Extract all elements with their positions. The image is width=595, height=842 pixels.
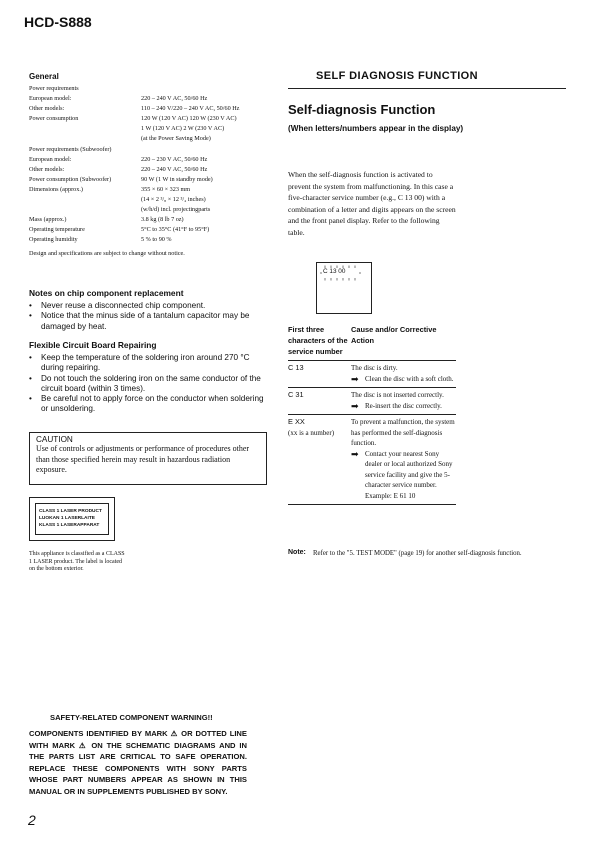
model-title: HCD-S888 bbox=[24, 14, 92, 30]
spec-key: Mass (approx.) bbox=[29, 216, 67, 224]
spec-value: 1 W (120 V AC) 2 W (230 V AC) bbox=[141, 125, 225, 133]
spec-value: 5°C to 35°C (41°F to 95°F) bbox=[141, 226, 210, 234]
spec-key: Power requirements (Subwoofer) bbox=[29, 145, 112, 153]
chip-notes-section bbox=[29, 288, 269, 332]
spec-key bbox=[29, 205, 141, 215]
spec-value: (14 × 2 ³/₈ × 12 ³/₄ inches) bbox=[141, 196, 206, 204]
arrow-right-icon: ➡ bbox=[351, 400, 359, 411]
spec-key: Power consumption (Subwoofer) bbox=[29, 175, 112, 183]
spec-row bbox=[29, 185, 269, 195]
spec-row bbox=[29, 94, 269, 104]
spec-key: Power consumption bbox=[29, 115, 79, 123]
table-row bbox=[288, 388, 456, 415]
row-cause-text: The disc is not inserted correctly. bbox=[351, 391, 444, 399]
row-fix-text: Contact your nearest Sony dealer or local authorized Sony service facility and give the 5-character service number. Example: E 61 10 bbox=[365, 449, 453, 500]
display-code: C 13 00 bbox=[323, 268, 346, 275]
spec-value: 220 – 240 V AC, 50/60 Hz bbox=[141, 95, 208, 103]
arrow-right-icon: ➡ bbox=[351, 448, 359, 459]
spec-row bbox=[29, 235, 269, 245]
spec-value: (at the Power Saving Mode) bbox=[141, 135, 211, 143]
row-code bbox=[288, 363, 351, 384]
spec-key: Other models: bbox=[29, 165, 65, 173]
row-code-text: E XX bbox=[288, 417, 305, 426]
spec-key bbox=[29, 134, 141, 144]
spec-row bbox=[29, 175, 269, 185]
section-banner: SELF DIAGNOSIS FUNCTION bbox=[316, 70, 478, 82]
spec-key: Operating humidity bbox=[29, 236, 78, 244]
caution-title: CAUTION bbox=[36, 435, 73, 444]
self-diag-title: Self-diagnosis Function bbox=[288, 102, 436, 117]
spec-key bbox=[29, 124, 141, 134]
flex-board-section bbox=[29, 340, 269, 415]
spec-row bbox=[29, 124, 269, 134]
spec-value: 5 % to 90 % bbox=[141, 236, 172, 244]
self-diag-subtitle: (When letters/numbers appear in the display) bbox=[288, 124, 464, 133]
arrow-right-icon: ➡ bbox=[351, 373, 359, 384]
row-code-text: C 31 bbox=[288, 390, 304, 399]
spec-row bbox=[29, 114, 269, 124]
spec-row bbox=[29, 84, 269, 94]
specs-table bbox=[29, 84, 269, 246]
chip-note-item: • Notice that the minus side of a tantalum capacitor may be damaged by heat. bbox=[29, 311, 269, 332]
laser-label-plate bbox=[35, 503, 109, 535]
caution-text: Use of controls or adjustments or performance of procedures other than those specified herein may result in hazardous radiation exposure. bbox=[36, 444, 250, 474]
row-cause bbox=[351, 363, 456, 384]
spec-key: European model: bbox=[29, 155, 72, 163]
row-cause bbox=[351, 390, 456, 411]
laser-label-image bbox=[29, 497, 115, 541]
spec-row bbox=[29, 155, 269, 165]
flex-board-item: • Keep the temperature of the soldering iron around 270 °C during repairing. bbox=[29, 353, 269, 374]
row-code bbox=[288, 390, 351, 411]
row-code-text: C 13 bbox=[288, 363, 304, 372]
spec-row bbox=[29, 104, 269, 114]
spec-row bbox=[29, 145, 269, 155]
row-fix-text: Re-insert the disc correctly. bbox=[365, 401, 442, 410]
spec-value: (w/h/d) incl. projectingparts bbox=[141, 206, 211, 214]
flex-board-heading: Flexible Circuit Board Repairing bbox=[29, 340, 157, 350]
row-fix bbox=[351, 449, 456, 502]
caution-box bbox=[29, 432, 267, 485]
spec-key: Other models: bbox=[29, 105, 65, 113]
laser-label-note: This appliance is classified as a CLASS 1 LASER product. The label is located on the bottom exterior. bbox=[29, 551, 125, 572]
spec-key: Dimensions (approx.) bbox=[29, 185, 83, 193]
spec-row bbox=[29, 165, 269, 175]
table-header-code: First three characters of the service number bbox=[288, 325, 348, 356]
laser-label-line: KLASS 1 LASERAPPARAT bbox=[39, 523, 100, 528]
spec-value: 355 × 60 × 323 mm bbox=[141, 185, 191, 193]
specs-heading: General bbox=[29, 72, 59, 81]
page-number: 2 bbox=[28, 812, 36, 828]
laser-label-line: LUOKAN 1 LASERLAITE bbox=[39, 516, 95, 521]
spec-value: 120 W (120 V AC) 120 W (230 V AC) bbox=[141, 115, 237, 123]
row-code-subtext: (xx is a number) bbox=[288, 428, 335, 437]
flex-board-item: • Do not touch the soldering iron on the same conductor of the circuit board (within 3 times). bbox=[29, 374, 269, 395]
spec-value: 220 – 240 V AC, 50/60 Hz bbox=[141, 165, 208, 173]
spec-value: 3.8 kg (8 lb 7 oz) bbox=[141, 216, 184, 224]
spec-value bbox=[141, 84, 269, 94]
spec-row bbox=[29, 205, 269, 215]
table-row bbox=[288, 415, 456, 505]
safety-warning-title: SAFETY-RELATED COMPONENT WARNING!! bbox=[50, 713, 213, 722]
table-row bbox=[288, 361, 456, 388]
flex-board-item: • Be careful not to apply force on the conductor when soldering or unsoldering. bbox=[29, 394, 269, 415]
spec-key bbox=[29, 195, 141, 205]
self-diag-body: When the self-diagnosis function is activated to prevent the system from malfunctioning. In this case a five-character service number (e.g., C 13 00) with a combination of a letter and digits appears on the screen and the front panel display. Refer to the following table. bbox=[288, 170, 456, 237]
spec-value: 220 – 230 V AC, 50/60 Hz bbox=[141, 155, 208, 163]
safety-warning-text: COMPONENTS IDENTIFIED BY MARK ⚠ OR DOTTED LINE WITH MARK ⚠ ON THE SCHEMATIC DIAGRAMS AND IN THE PARTS LIST ARE CRITICAL TO SAFE OPERATION. REPLACE THESE COMPONENTS WITH SONY PARTS WHOSE PART NUMBERS APPEAR AS SHOWN IN THIS MANUAL OR IN SUPPLEMENTS PUBLISHED BY SONY. bbox=[29, 729, 247, 796]
spec-row bbox=[29, 195, 269, 205]
row-cause bbox=[351, 417, 456, 501]
table-header-cause: Cause and/or Corrective Action bbox=[351, 325, 437, 345]
spec-key: Operating temperature bbox=[29, 226, 85, 234]
row-fix bbox=[351, 374, 456, 385]
note-label: Note: bbox=[288, 549, 306, 556]
spec-value: 110 – 240 V/220 – 240 V AC, 50/60 Hz bbox=[141, 105, 240, 113]
spec-key: European model: bbox=[29, 95, 72, 103]
row-fix-text: Clean the disc with a soft cloth. bbox=[365, 374, 454, 383]
spec-row bbox=[29, 215, 269, 225]
spec-value bbox=[141, 145, 269, 155]
row-code bbox=[288, 417, 351, 501]
diagnosis-table bbox=[288, 324, 456, 505]
table-header bbox=[288, 324, 456, 361]
chip-notes-heading: Notes on chip component replacement bbox=[29, 288, 184, 298]
spec-row bbox=[29, 225, 269, 235]
spec-key: Power requirements bbox=[29, 85, 79, 92]
front-panel-display-illustration bbox=[316, 262, 372, 314]
spec-row bbox=[29, 134, 269, 144]
row-cause-text: The disc is dirty. bbox=[351, 364, 398, 372]
note-text: Refer to the "5. TEST MODE" (page 19) for another self-diagnosis function. bbox=[313, 550, 522, 557]
banner-rule bbox=[288, 88, 566, 89]
spec-value: 90 W (1 W in standby mode) bbox=[141, 175, 213, 183]
chip-note-item: • Never reuse a disconnected chip component. bbox=[29, 301, 269, 311]
row-cause-text: To prevent a malfunction, the system has performed the self-diagnosis function. bbox=[351, 418, 455, 447]
design-note: Design and specifications are subject to change without notice. bbox=[29, 250, 185, 257]
laser-label-line: CLASS 1 LASER PRODUCT bbox=[39, 509, 102, 514]
row-fix bbox=[351, 401, 456, 412]
